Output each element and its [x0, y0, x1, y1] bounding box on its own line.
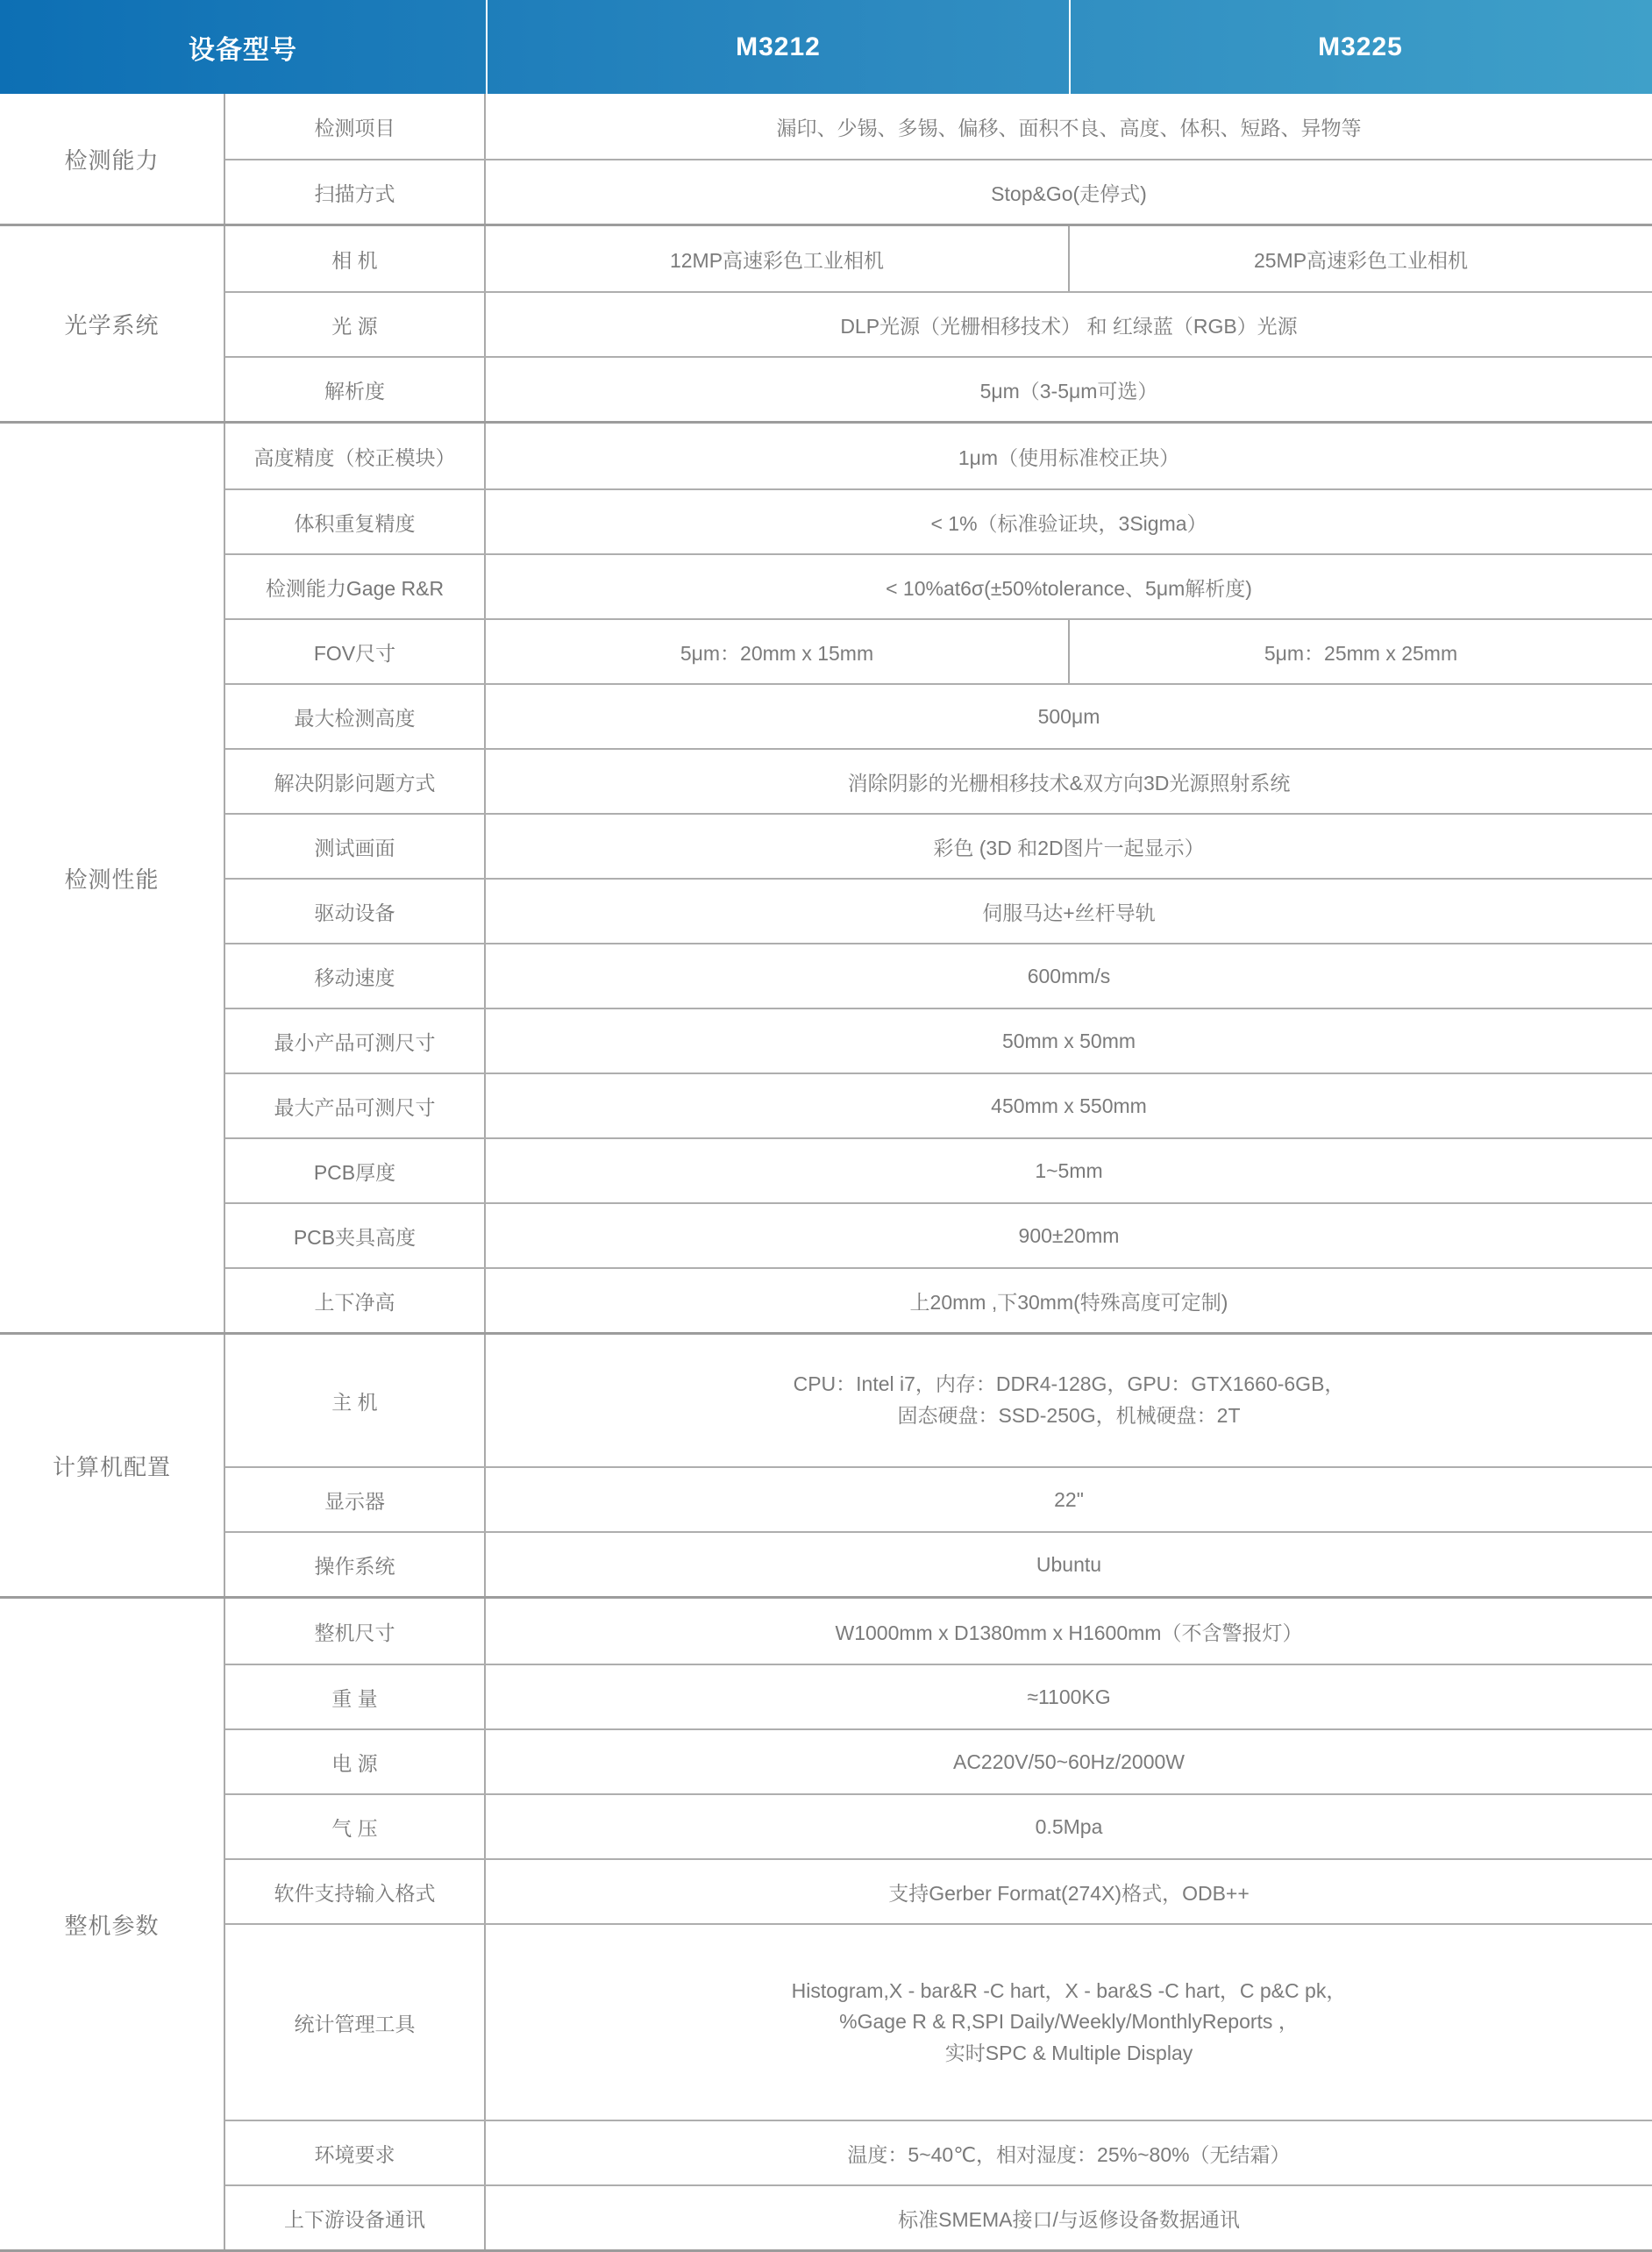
table-body — [0, 94, 1652, 2249]
section — [0, 1596, 1652, 2249]
value-line: %Gage R & R,SPI Daily/Weekly/MonthlyReports ， — [839, 2010, 1299, 2034]
spec-row — [225, 1137, 1652, 1202]
category-cell: 计算机配置 — [0, 1335, 225, 1596]
spec-name-cell: 环境要求 — [225, 2121, 486, 2184]
spec-row — [225, 1335, 1652, 1466]
spec-name-cell: 主 机 — [225, 1335, 486, 1466]
spec-value-cell: 0.5Mpa — [1035, 1814, 1103, 1838]
spec-row — [225, 1599, 1652, 1664]
spec-row — [225, 1664, 1652, 1728]
spec-value-cell: 1~5mm — [1035, 1158, 1103, 1182]
section-rows — [225, 1335, 1652, 1596]
spec-value-m3212-cell: 12MP高速彩色工业相机 — [669, 248, 885, 272]
section — [0, 224, 1652, 421]
spec-name-cell: FOV尺寸 — [225, 620, 486, 683]
category-cell: 检测性能 — [0, 424, 225, 1332]
spec-row — [225, 1073, 1652, 1137]
spec-row — [225, 94, 1652, 159]
spec-name-cell: PCB厚度 — [225, 1139, 486, 1202]
spec-value-cell: 450mm x 550mm — [991, 1094, 1147, 1117]
value-line: CPU：Intel i7，内存：DDR4-128G，GPU：GTX1660-6GB， — [793, 1372, 1345, 1396]
header-cell-m3212: M3212 — [486, 0, 1069, 94]
spec-row — [225, 2120, 1652, 2184]
spec-row — [225, 1531, 1652, 1596]
section — [0, 421, 1652, 1332]
spec-name-cell: 解决阴影问题方式 — [225, 750, 486, 813]
spec-value-cell: 1μm（使用标准校正块） — [958, 445, 1180, 469]
spec-value-cell: < 10%at6σ(±50%tolerance、5μm解析度) — [886, 576, 1252, 600]
section-rows — [225, 424, 1652, 1332]
spec-name-cell: 电 源 — [225, 1730, 486, 1793]
spec-value-cell: 伺服马达+丝杆导轨 — [982, 901, 1156, 924]
spec-value-cell: 上20mm ,下30mm(特殊高度可定制) — [909, 1290, 1228, 1314]
spec-value-cell: 900±20mm — [1018, 1223, 1120, 1247]
spec-value-m3225-cell: 5μm：25mm x 25mm — [1068, 620, 1652, 683]
header-cell-m3225: M3225 — [1069, 0, 1650, 94]
section — [0, 94, 1652, 224]
spec-value-cell: Ubuntu — [1036, 1552, 1102, 1576]
spec-row — [225, 1793, 1652, 1858]
spec-row — [225, 488, 1652, 553]
spec-row — [225, 159, 1652, 224]
spec-row — [225, 683, 1652, 748]
spec-name-cell: 显示器 — [225, 1468, 486, 1531]
spec-row — [225, 1202, 1652, 1267]
spec-value-cell: Stop&Go(走停式) — [991, 182, 1147, 205]
spec-value-cell: AC220V/50~60Hz/2000W — [952, 1750, 1186, 1773]
spec-row — [225, 1923, 1652, 2120]
spec-name-cell: 检测项目 — [225, 94, 486, 159]
spec-name-cell: 测试画面 — [225, 815, 486, 878]
spec-value-cell: 消除阴影的光栅相移技术&双方向3D光源照射系统 — [847, 771, 1291, 795]
spec-row — [225, 424, 1652, 488]
spec-name-cell: 最大产品可测尺寸 — [225, 1074, 486, 1137]
spec-value-cell: 标准SMEMA接口/与返修设备数据通讯 — [898, 2207, 1240, 2231]
category-cell: 检测能力 — [0, 94, 225, 224]
spec-row — [225, 2184, 1652, 2249]
spec-row — [225, 291, 1652, 356]
spec-name-cell: 统计管理工具 — [225, 1925, 486, 2120]
spec-value-cell: DLP光源（光栅相移技术） 和 红绿蓝（RGB）光源 — [840, 314, 1298, 338]
section-rows — [225, 94, 1652, 224]
spec-value-cell — [486, 1335, 1652, 1466]
spec-name-cell: 驱动设备 — [225, 880, 486, 943]
spec-name-cell: 最大检测高度 — [225, 685, 486, 748]
spec-name-cell: 重 量 — [225, 1665, 486, 1728]
spec-row — [225, 618, 1652, 683]
spec-row — [225, 356, 1652, 421]
spec-value-m3225-cell: 25MP高速彩色工业相机 — [1068, 226, 1652, 291]
table-header-row — [0, 0, 1652, 94]
spec-row — [225, 1728, 1652, 1793]
spec-row — [225, 1466, 1652, 1531]
spec-row — [225, 878, 1652, 943]
value-line: 实时SPC & Multiple Display — [944, 2041, 1193, 2064]
spec-row — [225, 748, 1652, 813]
spec-value-cell: 漏印、少锡、多锡、偏移、面积不良、高度、体积、短路、异物等 — [776, 116, 1362, 139]
spec-name-cell: 上下净高 — [225, 1269, 486, 1332]
spec-row — [225, 1858, 1652, 1923]
value-line: 固态硬盘：SSD-250G，机械硬盘：2T — [897, 1404, 1241, 1427]
spec-name-cell: 解析度 — [225, 358, 486, 421]
spec-row — [225, 943, 1652, 1008]
spec-name-cell: 体积重复精度 — [225, 490, 486, 553]
spec-name-cell: 相 机 — [225, 226, 486, 291]
spec-name-cell: 光 源 — [225, 293, 486, 356]
category-cell: 整机参数 — [0, 1599, 225, 2249]
spec-value-cell: 支持Gerber Format(274X)格式，ODB++ — [888, 1881, 1250, 1905]
spec-name-cell: 高度精度（校正模块） — [225, 424, 486, 488]
spec-name-cell: 移动速度 — [225, 944, 486, 1008]
spec-name-cell: 软件支持输入格式 — [225, 1860, 486, 1923]
spec-value-cell: < 1%（标准验证块，3Sigma） — [930, 511, 1207, 535]
spec-value-cell: 彩色 (3D 和2D图片一起显示） — [933, 836, 1205, 859]
spec-value-cell: ≈1100KG — [1027, 1685, 1111, 1708]
spec-name-cell: 检测能力Gage R&R — [225, 555, 486, 618]
spec-value-cell: 22" — [1054, 1487, 1084, 1511]
spec-value-cell: 50mm x 50mm — [1001, 1029, 1136, 1052]
spec-value-m3212-cell: 5μm：20mm x 15mm — [680, 641, 874, 665]
spec-name-cell: 扫描方式 — [225, 160, 486, 224]
header-cell-device-model: 设备型号 — [189, 35, 297, 65]
section-rows — [225, 226, 1652, 421]
spec-name-cell: 上下游设备通讯 — [225, 2186, 486, 2249]
spec-value-cell: 温度：5~40℃，相对湿度：25%~80%（无结霜） — [847, 2142, 1291, 2166]
spec-name-cell: 整机尺寸 — [225, 1599, 486, 1664]
spec-value-cell: W1000mm x D1380mm x H1600mm（不含警报灯） — [835, 1621, 1303, 1644]
spec-row — [225, 226, 1652, 291]
spec-name-cell: 操作系统 — [225, 1533, 486, 1596]
spec-row — [225, 553, 1652, 618]
value-line: Histogram,X - bar&R -C hart，X - bar&S -C hart，C p&C pk， — [791, 1978, 1347, 2002]
spec-value-cell: 600mm/s — [1027, 964, 1111, 987]
category-cell: 光学系统 — [0, 226, 225, 421]
spec-value-cell — [486, 1925, 1652, 2120]
section-rows — [225, 1599, 1652, 2249]
spec-row — [225, 1267, 1652, 1332]
spec-value-cell: 5μm（3-5μm可选） — [979, 379, 1158, 403]
spec-name-cell: 气 压 — [225, 1795, 486, 1858]
section — [0, 1332, 1652, 1596]
spec-row — [225, 1008, 1652, 1073]
spec-row — [225, 813, 1652, 878]
spec-name-cell: PCB夹具高度 — [225, 1204, 486, 1267]
spec-value-cell: 500μm — [1037, 704, 1100, 728]
spec-name-cell: 最小产品可测尺寸 — [225, 1009, 486, 1073]
